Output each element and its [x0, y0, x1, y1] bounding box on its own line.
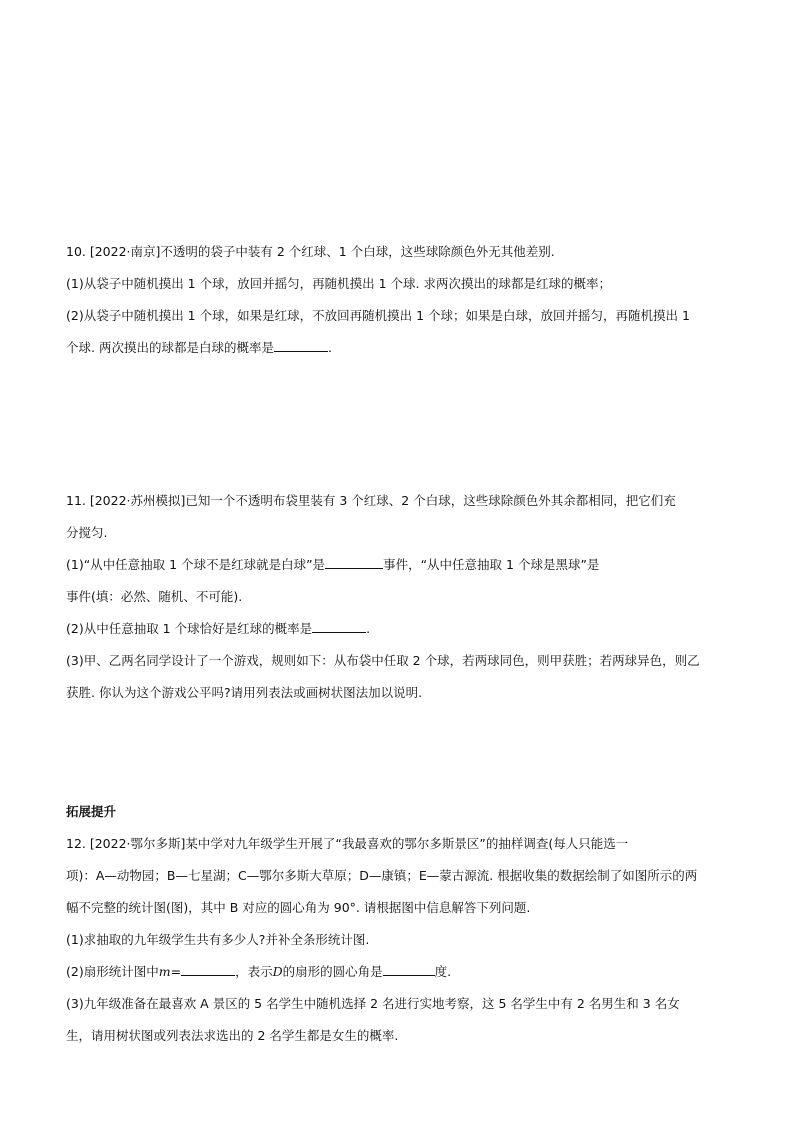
- q12-title-line1: 12. [2022·鄂尔多斯]某中学对九年级学生开展了“我最喜欢的鄂尔多斯景区”的抽样调查(每人只能选一: [66, 836, 629, 851]
- q12-part2-equals: =: [170, 964, 182, 979]
- q10-part2-end: .: [327, 340, 332, 355]
- answer-blank[interactable]: [181, 963, 235, 976]
- q10-part2-text: 个球. 两次摸出的球都是白球的概率是: [66, 340, 274, 355]
- q11-part2-end: .: [366, 621, 371, 636]
- q12-part2-text-e: 度.: [434, 964, 452, 979]
- q11-part1-line1: [66, 556, 599, 574]
- q11-part3-line1: (3)甲、乙两名同学设计了一个游戏，规则如下：从布袋中任取 2 个球，若两球同色，则甲获胜；若两球异色，则乙: [66, 653, 700, 668]
- answer-blank[interactable]: [312, 620, 366, 633]
- q10-part2-line1: (2)从袋子中随机摸出 1 个球，如果是红球，不放回再随机摸出 1 个球；如果是白球，放回并摇匀，再随机摸出 1: [66, 308, 690, 323]
- q11-part1-line2: 事件(填：必然、随机、不可能).: [66, 589, 243, 604]
- q11-title-line1: 11. [2022·苏州模拟]已知一个不透明布袋里装有 3 个红球、2 个白球，这些球除颜色外其余都相同，把它们充: [66, 493, 676, 508]
- q12-part1: (1)求抽取的九年级学生共有多少人?并补全条形统计图.: [66, 932, 370, 947]
- q10-part2-line2: [66, 339, 332, 357]
- q11-part2-text: (2)从中任意抽取 1 个球恰好是红球的概率是: [66, 621, 313, 636]
- answer-blank[interactable]: [325, 556, 383, 569]
- q11-part3-line2: 获胜. 你认为这个游戏公平吗?请用列表法或画树状图法加以说明.: [66, 685, 423, 700]
- q12-part3-line2: 生，请用树状图或列表法求选出的 2 名学生都是女生的概率.: [66, 1028, 399, 1043]
- q10-title: 10. [2022·南京]不透明的袋子中装有 2 个红球、1 个白球，这些球除颜色外无其他差别.: [66, 244, 555, 259]
- q11-title-line2: 分搅匀.: [66, 525, 108, 540]
- q12-title-line3: 幅不完整的统计图(图)，其中 B 对应的圆心角为 90°. 请根据图中信息解答下列问题.: [66, 900, 531, 915]
- q12-part3-line1: (3)九年级准备在最喜欢 A 景区的 5 名学生中随机选择 2 名进行实地考察，这 5 名学生中有 2 名男生和 3 名女: [66, 996, 680, 1011]
- q11-part2: [66, 620, 370, 638]
- q10-part1: (1)从袋子中随机摸出 1 个球，放回并摇匀，再随机摸出 1 个球. 求两次摸出的球都是红球的概率；: [66, 276, 611, 291]
- variable-d: D: [272, 964, 283, 979]
- answer-blank[interactable]: [274, 339, 328, 352]
- variable-m: m: [158, 964, 171, 979]
- q12-part2-text-c: ，表示: [235, 964, 273, 979]
- answer-blank[interactable]: [383, 963, 435, 976]
- q12-part2-text-a: (2)扇形统计图中: [66, 964, 159, 979]
- q12-part2: [66, 963, 451, 981]
- q11-part1-text-a: (1)“从中任意抽取 1 个球不是红球就是白球”是: [66, 557, 326, 572]
- q12-part2-text-d: 的扇形的圆心角是: [282, 964, 383, 979]
- section-heading: 拓展提升: [66, 804, 117, 819]
- q11-part1-text-b: 事件，“从中任意抽取 1 个球是黑球”是: [383, 557, 600, 572]
- q12-title-line2: 项)：A—动物园；B—七星湖；C—鄂尔多斯大草原；D—康镇；E—蒙古源流. 根据收集的数据绘制了如图所示的两: [66, 868, 698, 883]
